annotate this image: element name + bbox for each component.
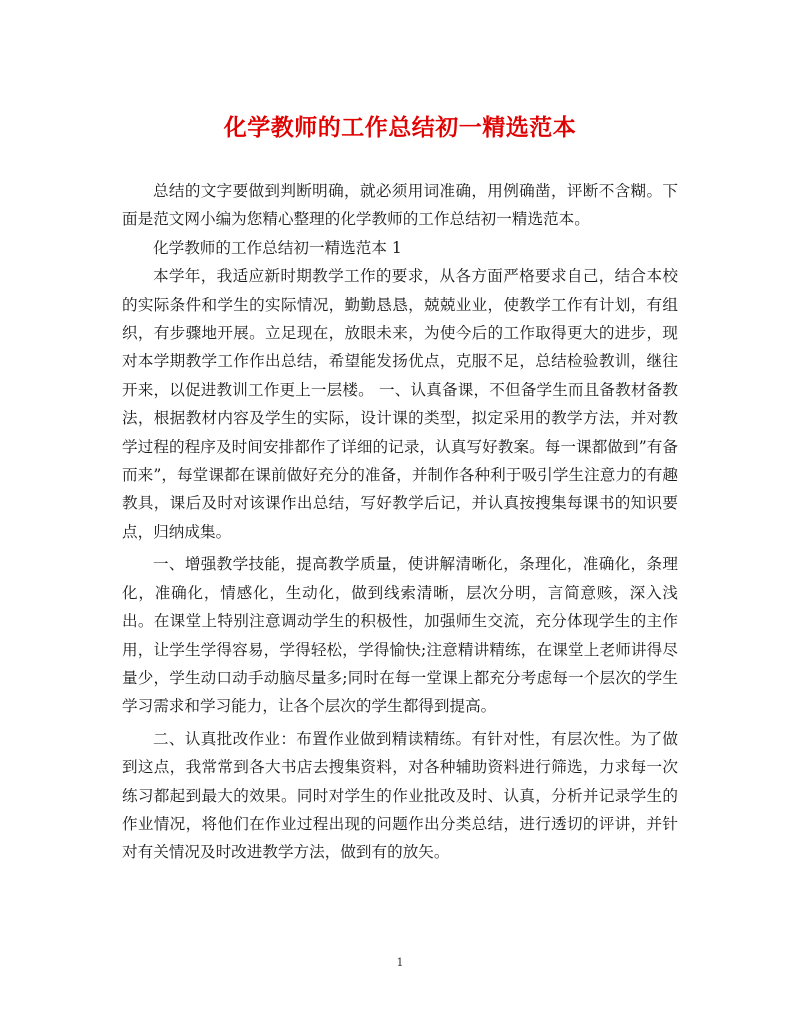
section-heading: 化学教师的工作总结初一精选范本 1 (153, 238, 402, 257)
body-paragraph: 一、增强教学技能，提高教学质量，使讲解清晰化，条理化，准确化，条理化，准确化，情感化，生动化，做到线索清晰，层次分明，言简意赅，深入浅出。在课堂上特别注意调动学生的积极性，加强师生交流，充分体现学生的主作用，让学生学得容易，学得轻松，学得愉快;注意精讲精练，在课堂上老师讲得尽量少，学生动口动手动脑尽量多;同时在每一堂课上都充分考虑每一个层次的学生学习需求和学习能力，让各个层次的学生都得到提高。 (122, 555, 678, 716)
body-paragraph: 本学年，我适应新时期教学工作的要求，从各方面严格要求自己，结合本校的实际条件和学生的实际情况，勤勤恳恳，兢兢业业，使教学工作有计划，有组织，有步骤地开展。立足现在，放眼未来，为使今后的工作取得更大的进步，现对本学期教学工作作出总结，希望能发扬优点，克服不足，总结检验教训，继往开来，以促进教训工作更上一层楼。 一、认真备课，不但备学生而且备教材备教法，根据教材内容及学生的实际，设计课的类型，拟定采用的教学方法，并对教学过程的程序及时间安排都作了详细的记录，认真写好教案。每一课都做到”有备而来”，每堂课都在课前做好充分的准备，并制作各种利于吸引学生注意力的有趣教具，课后及时对该课作出总结，写好教学后记，并认真按搜集每课书的知识要点，归纳成集。 (122, 267, 678, 541)
intro-paragraph: 总结的文字要做到判断明确，就必须用词准确，用例确凿，评断不含糊。下面是范文网小编为您精心整理的化学教师的工作总结初一精选范本。 (122, 182, 678, 229)
page-number: 1 (396, 956, 404, 969)
document-body (122, 177, 678, 867)
page-title: 化学教师的工作总结初一精选范本 (223, 114, 577, 141)
body-paragraph: 二、认真批改作业：布置作业做到精读精练。有针对性，有层次性。为了做到这点，我常常到各大书店去搜集资料，对各种辅助资料进行筛选，力求每一次练习都起到最大的效果。同时对学生的作业批改及时、认真，分析并记录学生的作业情况，将他们在作业过程出现的问题作出分类总结，进行透切的评讲，并针对有关情况及时改进教学方法，做到有的放矢。 (122, 729, 678, 862)
